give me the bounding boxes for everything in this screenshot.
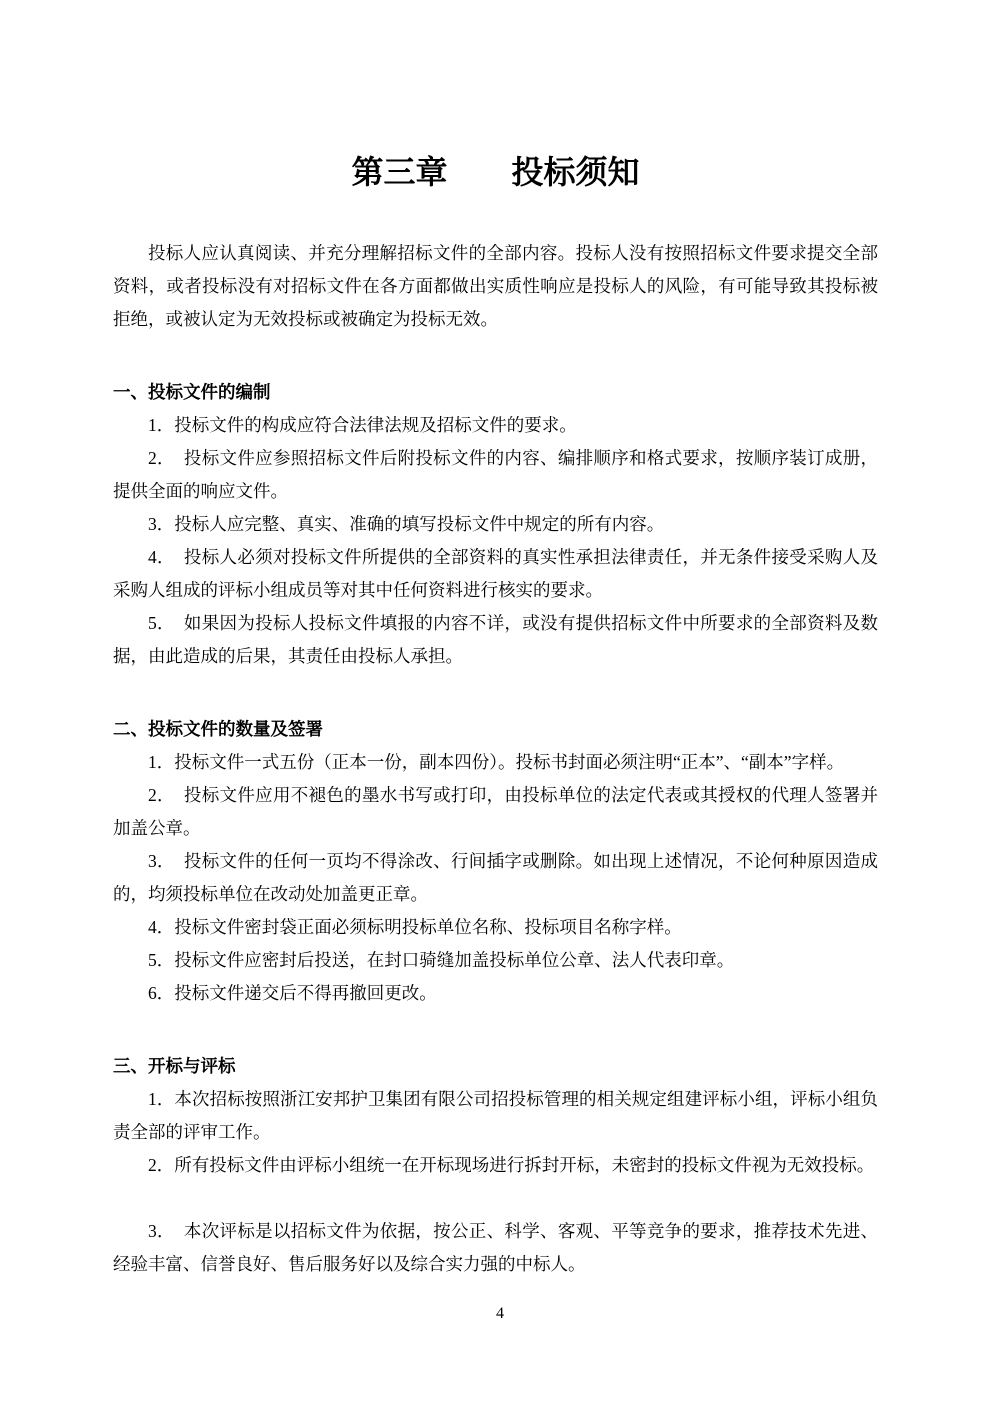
list-item: 1．投标文件一式五份（正本一份，副本四份）。投标书封面必须注明“正本”、“副本”字样。 bbox=[148, 752, 845, 772]
section-bid-document-preparation bbox=[113, 376, 878, 673]
list-item: 2． 投标文件应用不褪色的墨水书写或打印，由投标单位的法定代表或其授权的代理人签署并加盖公章。 bbox=[113, 785, 878, 838]
page-title: 第三章 投标须知 bbox=[351, 154, 640, 190]
section-2-heading: 二、投标文件的数量及签署 bbox=[113, 719, 323, 739]
section-3-heading: 三、开标与评标 bbox=[113, 1056, 236, 1076]
list-item: 1．本次招标按照浙江安邦护卫集团有限公司招投标管理的相关规定组建评标小组，评标小组负责全部的评审工作。 bbox=[113, 1089, 878, 1142]
list-item: 3． 本次评标是以招标文件为依据，按公正、科学、客观、平等竞争的要求，推荐技术先进、经验丰富、信誉良好、售后服务好以及综合实力强的中标人。 bbox=[113, 1221, 878, 1274]
list-item: 5． 如果因为投标人投标文件填报的内容不详，或没有提供招标文件中所要求的全部资料及数据，由此造成的后果，其责任由投标人承担。 bbox=[113, 613, 878, 666]
intro-paragraph: 投标人应认真阅读、并充分理解招标文件的全部内容。投标人没有按照招标文件要求提交全部资料，或者投标没有对招标文件在各方面都做出实质性响应是投标人的风险，有可能导致其投标被拒绝，或被认定为无效投标或被确定为投标无效。 bbox=[113, 243, 878, 329]
list-item: 3．投标人应完整、真实、准确的填写投标文件中规定的所有内容。 bbox=[148, 514, 665, 534]
list-item: 4．投标文件密封袋正面必须标明投标单位名称、投标项目名称字样。 bbox=[148, 917, 682, 937]
list-item: 2．所有投标文件由评标小组统一在开标现场进行拆封开标，未密封的投标文件视为无效投标。 bbox=[148, 1155, 875, 1175]
section-bid-opening-evaluation bbox=[113, 1050, 878, 1281]
list-item: 3． 投标文件的任何一页均不得涂改、行间插字或删除。如出现上述情况，不论何种原因造成的，均须投标单位在改动处加盖更正章。 bbox=[113, 851, 878, 904]
section-bid-document-quantity-signing bbox=[113, 713, 878, 1010]
list-item: 1．投标文件的构成应符合法律法规及招标文件的要求。 bbox=[148, 415, 577, 435]
list-item: 4． 投标人必须对投标文件所提供的全部资料的真实性承担法律责任，并无条件接受采购人及采购人组成的评标小组成员等对其中任何资料进行核实的要求。 bbox=[113, 547, 878, 600]
page-number: 4 bbox=[496, 1305, 504, 1322]
list-item: 6．投标文件递交后不得再撤回更改。 bbox=[148, 983, 437, 1003]
list-item: 2． 投标文件应参照招标文件后附投标文件的内容、编排顺序和格式要求，按顺序装订成册，提供全面的响应文件。 bbox=[113, 448, 878, 501]
list-item: 5．投标文件应密封后投送，在封口骑缝加盖投标单位公章、法人代表印章。 bbox=[148, 950, 735, 970]
section-1-heading: 一、投标文件的编制 bbox=[113, 382, 271, 402]
